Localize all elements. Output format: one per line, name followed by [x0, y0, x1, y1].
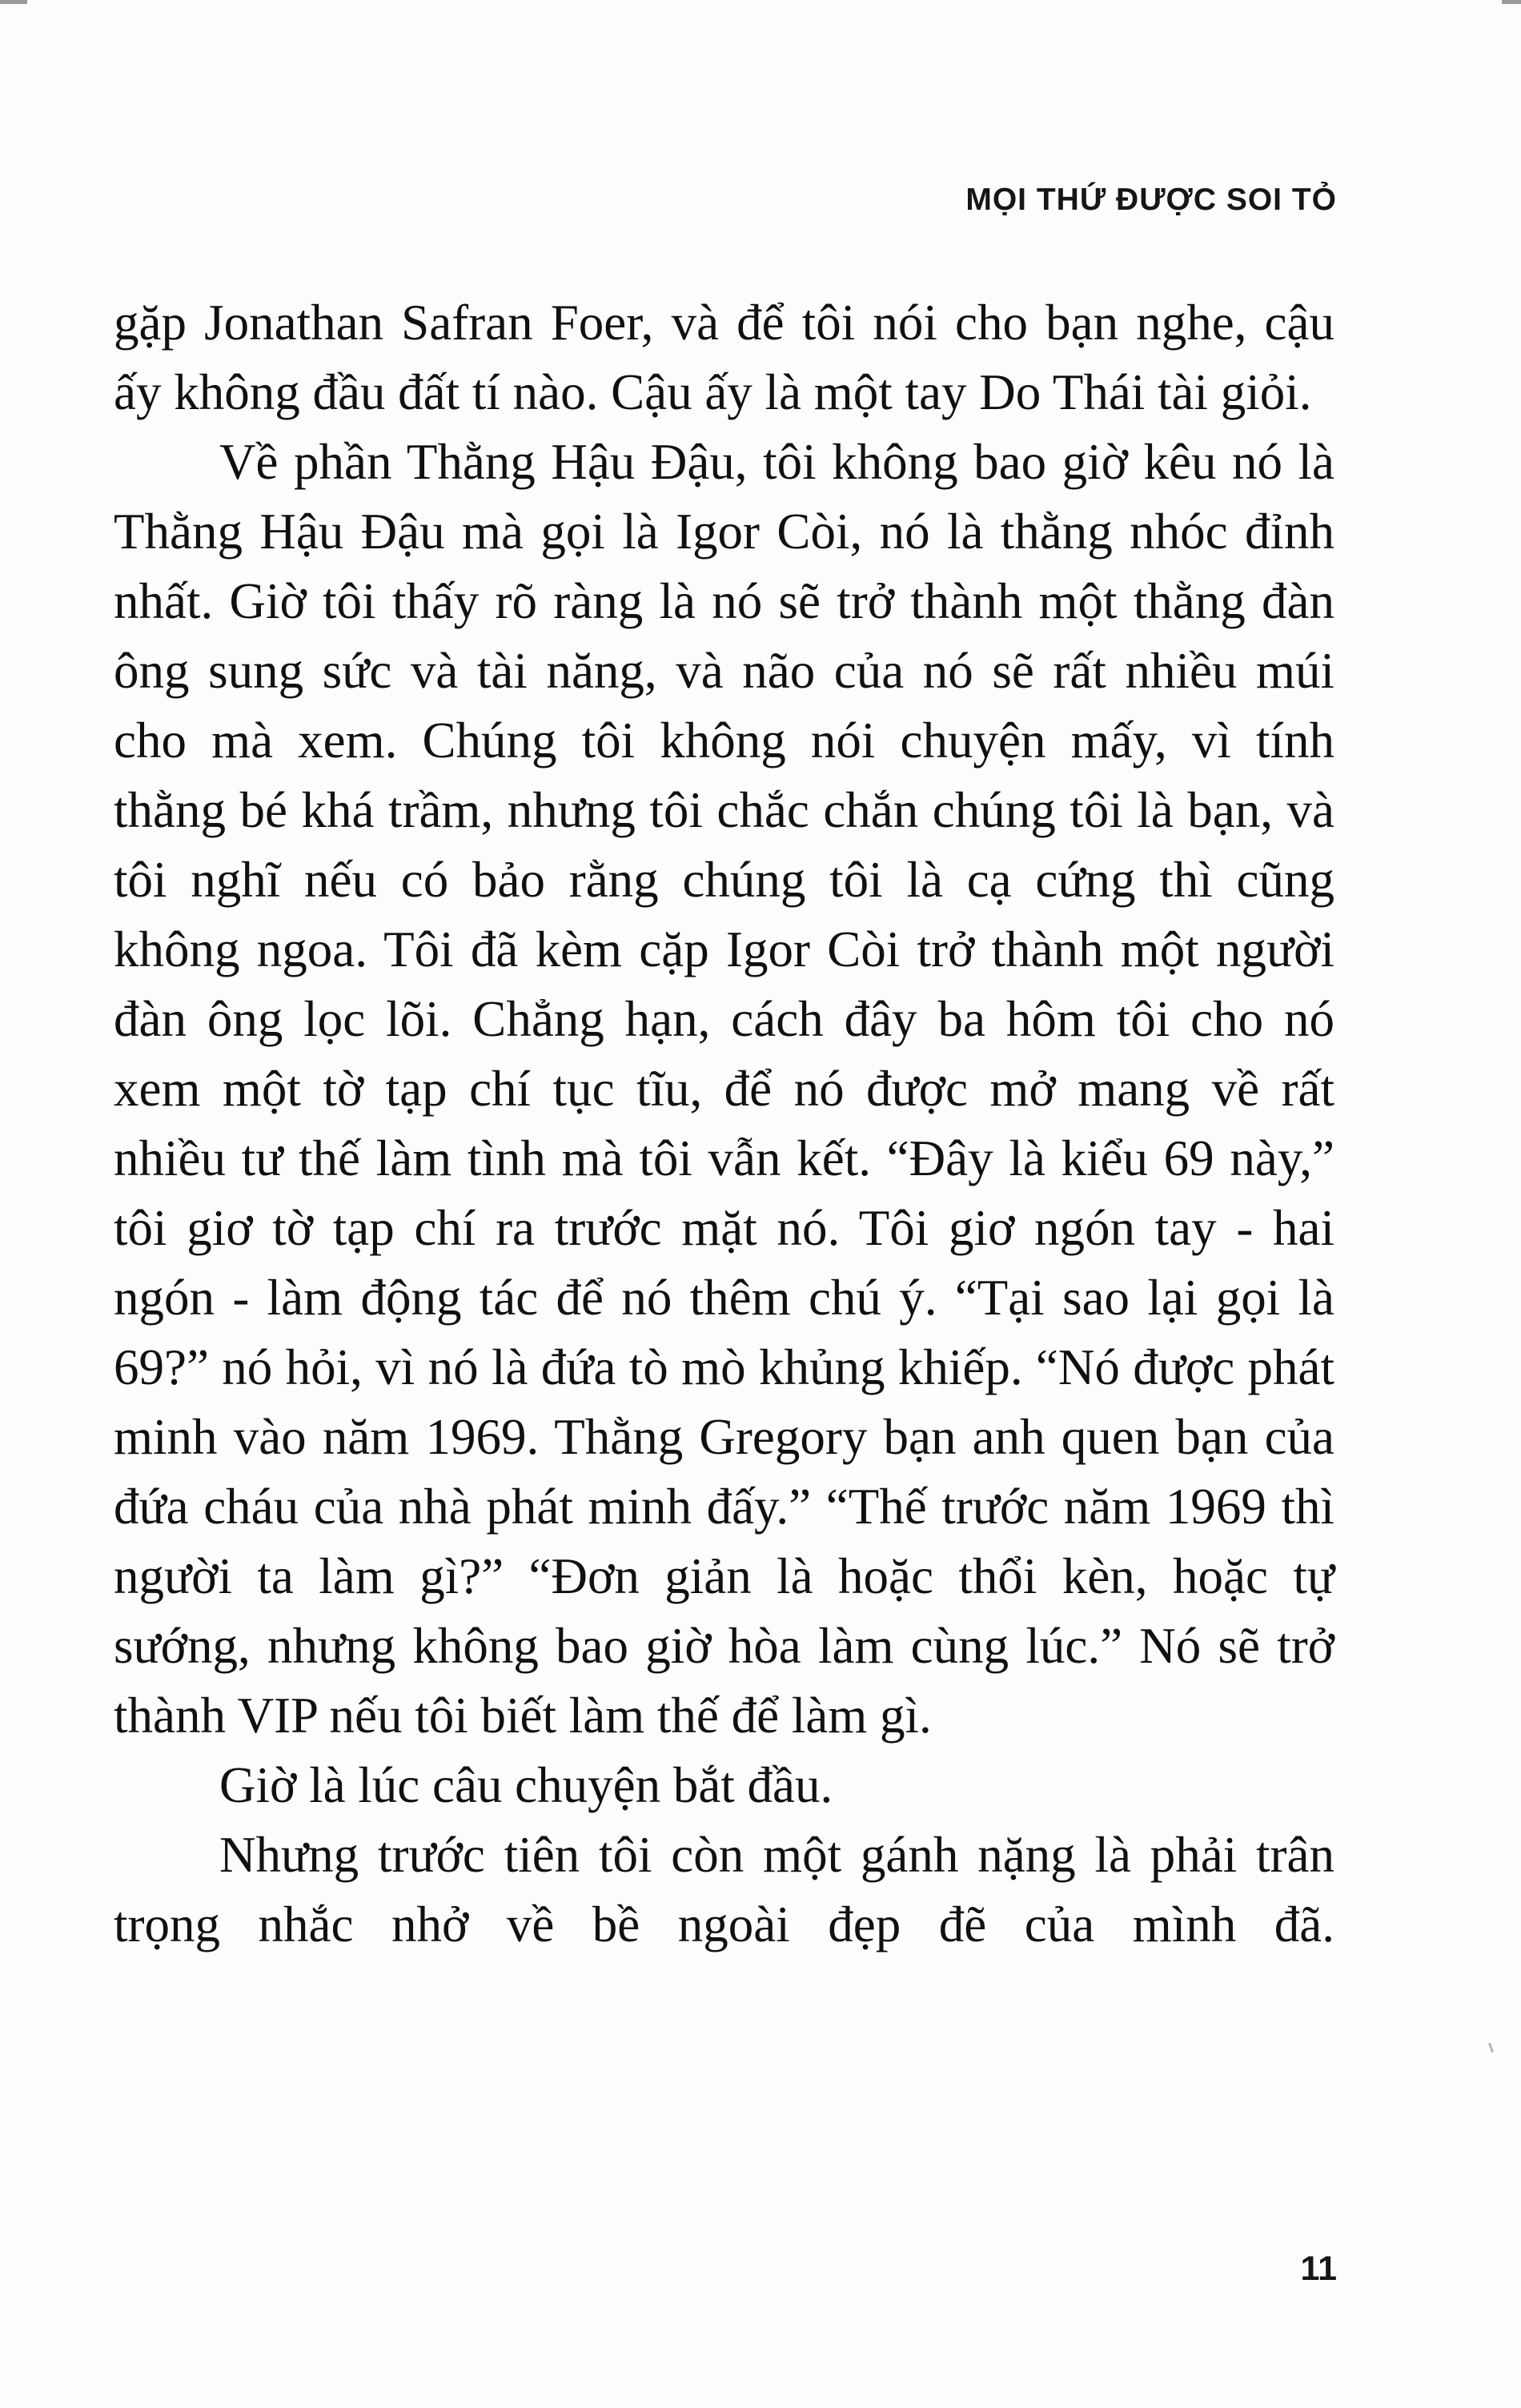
scan-speck	[1488, 2043, 1494, 2053]
paragraph: gặp Jonathan Safran Foer, và để tôi nói cho bạn nghe, cậu ấy không đầu đất tí nào. Cậu ấy là một tay Do Thái tài giỏi.	[114, 295, 1334, 420]
paragraph: Về phần Thằng Hậu Đậu, tôi không bao giờ kêu nó là Thằng Hậu Đậu mà gọi là Igor Còi, nó là thằng nhóc đỉnh nhất. Giờ tôi thấy rõ ràng là nó sẽ trở thành một thằng đàn ông sung sức và tài năng, và não của nó sẽ rất nhiều múi cho mà xem. Chúng tôi không nói chuyện mấy, vì tính thằng bé khá trầm, nhưng tôi chắc chắn chúng tôi là bạn, và tôi nghĩ nếu có bảo rằng chúng tôi là cạ cứng thì cũng không ngoa. Tôi đã kèm cặp Igor Còi trở thành một người đàn ông lọc lõi. Chẳng hạn, cách đây ba hôm tôi cho nó xem một tờ tạp chí tục tĩu, để nó được mở mang về rất nhiều tư thế làm tình mà tôi vẫn kết. “Đây là kiểu 69 này,” tôi giơ tờ tạp chí ra trước mặt nó. Tôi giơ ngón tay - hai ngón - làm động tác để nó thêm chú ý. “Tại sao lại gọi là 69?” nó hỏi, vì nó là đứa tò mò khủng khiếp. “Nó được phát minh vào năm 1969. Thằng Gregory bạn anh quen bạn của đứa cháu của nhà phát minh đấy.” “Thế trước năm 1969 thì người ta làm gì?” “Đơn giản là hoặc thổi kèn, hoặc tự sướng, nhưng không bao giờ hòa làm cùng lúc.” Nó sẽ trở thành VIP nếu tôi biết làm thế để làm gì.	[114, 434, 1334, 1744]
paragraph: Giờ là lúc câu chuyện bắt đầu.	[219, 1757, 833, 1813]
scan-edge-mark	[0, 0, 27, 4]
running-header: MỌI THỨ ĐƯỢC SOI TỎ	[965, 183, 1337, 217]
page-number: 11	[1300, 2249, 1337, 2288]
paragraph: Nhưng trước tiên tôi còn một gánh nặng là phải trân trọng nhắc nhở về bề ngoài đẹp đẽ của mình đã.	[114, 1827, 1334, 1952]
body-text	[114, 288, 1334, 1960]
scan-edge-mark	[1502, 0, 1521, 4]
